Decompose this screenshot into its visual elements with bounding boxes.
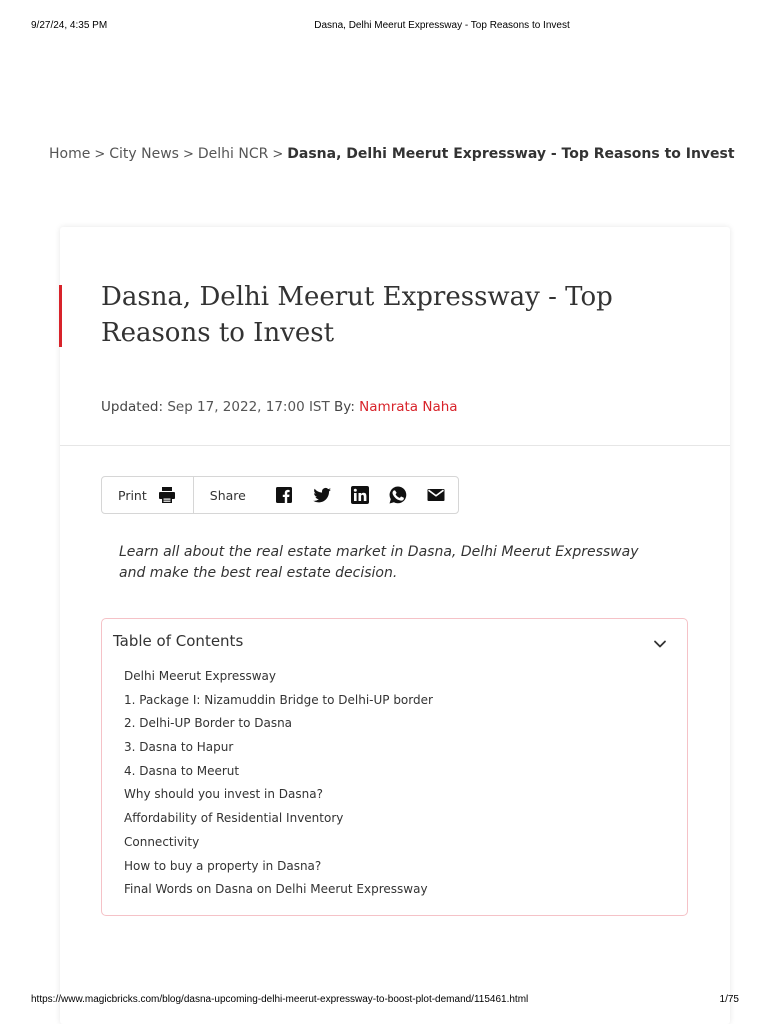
toc-item[interactable]: 1. Package I: Nizamuddin Bridge to Delhi-UP border — [124, 692, 433, 707]
article-summary: Learn all about the real estate market in Dasna, Delhi Meerut Expressway and make the best real estate decision. — [119, 544, 639, 581]
toc-title: Table of Contents — [113, 632, 244, 650]
title-accent-bar — [59, 285, 62, 347]
table-of-contents — [101, 618, 688, 916]
author-link[interactable]: Namrata Naha — [359, 399, 458, 415]
print-footer — [0, 994, 768, 1010]
share-group — [194, 477, 462, 513]
print-timestamp: 9/27/24, 4:35 PM — [31, 20, 108, 31]
page-number: 1/75 — [719, 994, 739, 1005]
article-title: Dasna, Delhi Meerut Expressway - Top Reasons to Invest — [101, 282, 613, 348]
breadcrumb-home[interactable]: Home — [49, 146, 91, 162]
whatsapp-icon[interactable] — [388, 485, 408, 505]
toc-list — [124, 665, 433, 902]
divider — [60, 445, 730, 446]
twitter-icon[interactable] — [312, 485, 332, 505]
toc-item[interactable]: Affordability of Residential Inventory — [124, 811, 344, 826]
breadcrumb-delhi-ncr[interactable]: Delhi NCR — [197, 146, 269, 162]
toc-item[interactable]: 2. Delhi-UP Border to Dasna — [124, 716, 293, 731]
facebook-icon[interactable] — [274, 485, 294, 505]
print-header — [0, 18, 768, 34]
breadcrumb-separator: > — [94, 147, 106, 162]
updated-label: Updated: — [101, 399, 164, 415]
toc-item[interactable]: Connectivity — [124, 834, 200, 849]
chevron-down-icon[interactable] — [653, 637, 667, 651]
print-doc-title: Dasna, Delhi Meerut Expressway - Top Reasons to Invest — [314, 20, 570, 31]
breadcrumb-city-news[interactable]: City News — [109, 146, 179, 162]
breadcrumb — [49, 146, 748, 162]
linkedin-icon[interactable] — [350, 485, 370, 505]
toc-item[interactable]: Why should you invest in Dasna? — [124, 787, 323, 802]
breadcrumb-separator: > — [272, 147, 284, 162]
toc-item[interactable]: 3. Dasna to Hapur — [124, 740, 234, 755]
breadcrumb-current: Dasna, Delhi Meerut Expressway - Top Reasons to Invest — [287, 146, 735, 162]
article-meta — [101, 399, 458, 415]
toc-item[interactable]: Final Words on Dasna on Delhi Meerut Expressway — [124, 882, 428, 897]
by-label: By: — [334, 399, 355, 415]
article-card — [60, 227, 730, 1024]
print-button[interactable] — [102, 477, 194, 513]
toc-item[interactable]: 4. Dasna to Meerut — [124, 763, 240, 778]
print-label: Print — [118, 487, 147, 503]
toc-item[interactable]: Delhi Meerut Expressway — [124, 669, 277, 683]
updated-date: Sep 17, 2022, 17:00 IST — [167, 399, 330, 415]
print-url: https://www.magicbricks.com/blog/dasna-upcoming-delhi-meerut-expressway-to-boost-plot-demand/115461.html — [31, 994, 529, 1005]
toc-item[interactable]: How to buy a property in Dasna? — [124, 858, 322, 873]
breadcrumb-separator: > — [182, 147, 194, 162]
share-bar — [101, 476, 459, 514]
printer-icon — [157, 485, 177, 505]
share-label: Share — [209, 487, 246, 503]
email-icon[interactable] — [426, 485, 446, 505]
